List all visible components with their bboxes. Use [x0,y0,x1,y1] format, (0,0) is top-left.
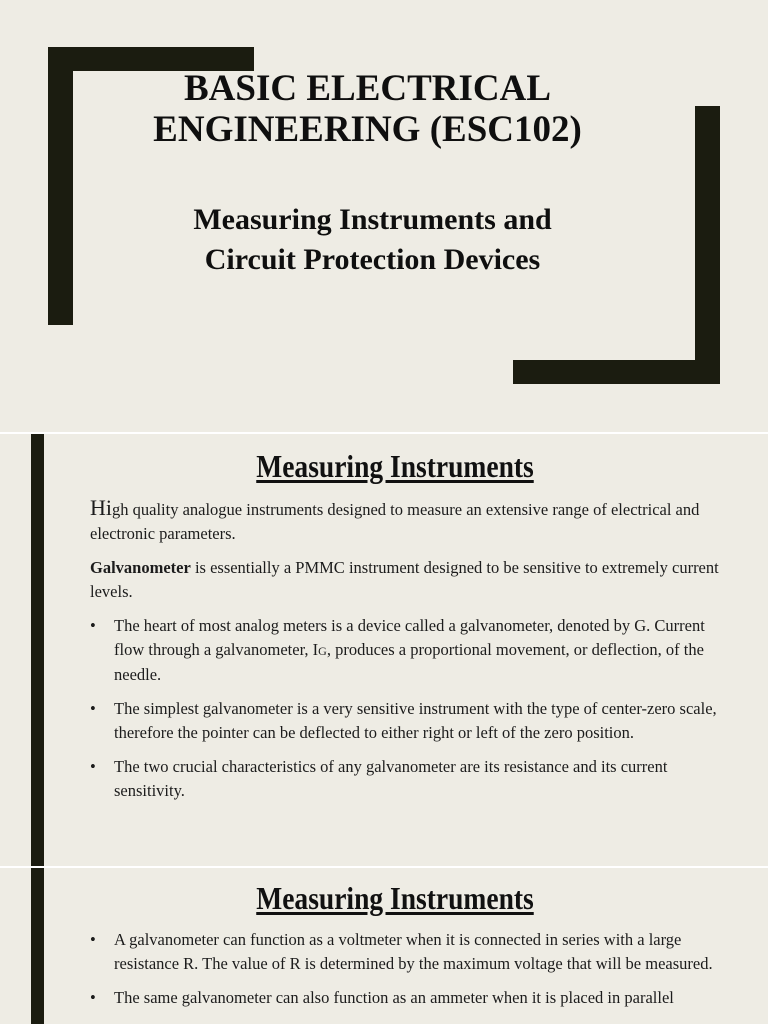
bullet-icon: • [90,616,96,635]
frame-top-left-vertical [48,47,73,325]
bullet-icon: • [90,699,96,718]
course-title-line1: BASIC ELECTRICAL [183,68,552,109]
bullet-icon: • [90,757,96,776]
subscript-g: G [318,644,327,658]
course-subtitle-line1: Measuring Instruments and [193,203,552,236]
frame-bottom-right-horizontal [513,360,720,384]
section-title: Measuring Instruments [256,448,534,484]
left-accent-bar [31,434,44,866]
bullet-icon: • [90,930,96,949]
title-slide [0,0,768,432]
measuring-instruments-slide-1 [0,434,768,866]
slide-body [90,928,730,1020]
bullet-list [90,614,730,803]
galvanometer-definition: is essentially a PMMC instrument designed to be sensitive to extremely current levels. [90,558,719,601]
course-title [90,68,645,150]
intro-dropcap: Hi [90,495,112,520]
bullet-icon: • [90,988,96,1007]
list-item: • A galvanometer can function as a voltmeter when it is connected in series with a large resistance R. The value of R is determined by the maximum voltage that will be measured. [90,930,713,973]
course-subtitle [90,200,655,280]
course-title-line2: ENGINEERING (ESC102) [153,109,582,150]
list-item: • The simplest galvanometer is a very sensitive instrument with the type of center-zero scale, therefore the pointer can be deflected to either right or left of the zero position. [90,699,717,742]
intro-paragraph [90,496,730,546]
list-item: • The same galvanometer can also function as an ammeter when it is placed in parallel [90,986,730,1010]
list-item: • The two crucial characteristics of any galvanometer are its resistance and its current sensitivity. [90,757,668,800]
section-title: Measuring Instruments [256,880,534,916]
frame-bottom-right-vertical [695,106,720,384]
list-item: • The heart of most analog meters is a device called a galvanometer, denoted by G. Current flow through a galvanometer, IG, produces a proportional movement, or deflection, of the needle. [90,616,705,684]
left-accent-bar [31,868,44,1024]
galvanometer-paragraph [90,556,730,604]
course-subtitle-line2: Circuit Protection Devices [204,243,541,276]
galvanometer-term: Galvanometer [90,558,191,577]
measuring-instruments-slide-2 [0,868,768,1024]
intro-text: gh quality analogue instruments designed to measure an extensive range of electrical and electronic parameters. [90,500,700,543]
bullet-list [90,928,730,1010]
slide-body [90,496,730,813]
